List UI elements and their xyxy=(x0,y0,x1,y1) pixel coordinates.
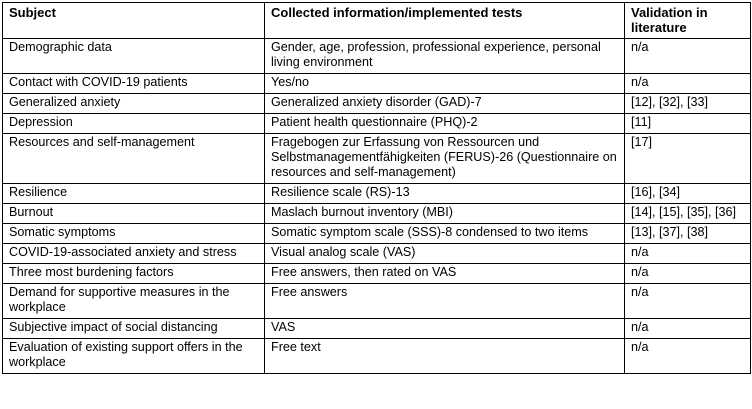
cell-subject: Depression xyxy=(3,114,265,134)
table-row xyxy=(3,264,751,284)
cell-tests: Generalized anxiety disorder (GAD)-7 xyxy=(265,94,625,114)
header-subject: Subject xyxy=(3,3,265,39)
table-row xyxy=(3,244,751,264)
cell-subject: Evaluation of existing support offers in the workplace xyxy=(3,339,265,374)
cell-tests: Patient health questionnaire (PHQ)-2 xyxy=(265,114,625,134)
cell-validation: [16], [34] xyxy=(625,184,751,204)
cell-tests: Fragebogen zur Erfassung von Ressourcen und Selbstmanagementfähigkeiten (FERUS)-26 (Questionnaire on resources and self-management) xyxy=(265,134,625,184)
table-row xyxy=(3,224,751,244)
cell-validation: [14], [15], [35], [36] xyxy=(625,204,751,224)
table-row xyxy=(3,94,751,114)
cell-validation: [17] xyxy=(625,134,751,184)
cell-subject: Generalized anxiety xyxy=(3,94,265,114)
cell-validation: [11] xyxy=(625,114,751,134)
cell-tests: Gender, age, profession, professional experience, personal living environment xyxy=(265,39,625,74)
cell-validation: n/a xyxy=(625,284,751,319)
cell-subject: Three most burdening factors xyxy=(3,264,265,284)
table-header-row xyxy=(3,3,751,39)
table-row xyxy=(3,114,751,134)
cell-validation: n/a xyxy=(625,244,751,264)
cell-tests: Yes/no xyxy=(265,74,625,94)
cell-tests: Free answers, then rated on VAS xyxy=(265,264,625,284)
table-row xyxy=(3,204,751,224)
cell-subject: Resilience xyxy=(3,184,265,204)
cell-tests: Free answers xyxy=(265,284,625,319)
table-row xyxy=(3,284,751,319)
cell-subject: Somatic symptoms xyxy=(3,224,265,244)
cell-tests: Maslach burnout inventory (MBI) xyxy=(265,204,625,224)
cell-validation: n/a xyxy=(625,319,751,339)
cell-tests: Free text xyxy=(265,339,625,374)
cell-subject: Resources and self-management xyxy=(3,134,265,184)
cell-subject: Demographic data xyxy=(3,39,265,74)
survey-instruments-table xyxy=(2,2,751,374)
table-row xyxy=(3,39,751,74)
cell-subject: Burnout xyxy=(3,204,265,224)
cell-subject: COVID-19-associated anxiety and stress xyxy=(3,244,265,264)
cell-tests: Visual analog scale (VAS) xyxy=(265,244,625,264)
table-row xyxy=(3,74,751,94)
cell-subject: Demand for supportive measures in the workplace xyxy=(3,284,265,319)
cell-subject: Contact with COVID-19 patients xyxy=(3,74,265,94)
cell-validation: n/a xyxy=(625,264,751,284)
table-row xyxy=(3,339,751,374)
table-row xyxy=(3,184,751,204)
table-row xyxy=(3,134,751,184)
cell-tests: VAS xyxy=(265,319,625,339)
cell-validation: n/a xyxy=(625,74,751,94)
cell-validation: n/a xyxy=(625,339,751,374)
cell-validation: [13], [37], [38] xyxy=(625,224,751,244)
cell-validation: [12], [32], [33] xyxy=(625,94,751,114)
cell-tests: Somatic symptom scale (SSS)-8 condensed to two items xyxy=(265,224,625,244)
cell-subject: Subjective impact of social distancing xyxy=(3,319,265,339)
header-collected-information: Collected information/implemented tests xyxy=(265,3,625,39)
cell-validation: n/a xyxy=(625,39,751,74)
cell-tests: Resilience scale (RS)-13 xyxy=(265,184,625,204)
table-row xyxy=(3,319,751,339)
header-validation: Validation in literature xyxy=(625,3,751,39)
